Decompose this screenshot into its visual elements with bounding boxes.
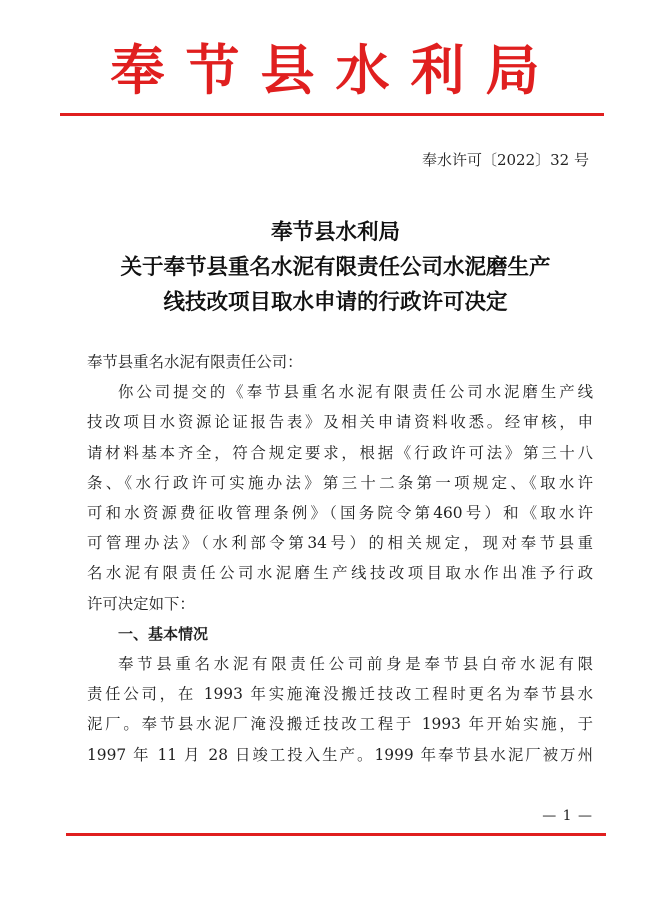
body-line: 条、《水行政许可实施办法》第三十二条第一项规定、《取水许 bbox=[87, 473, 593, 492]
section-heading: 一、基本情况 bbox=[118, 624, 209, 643]
body-line: 名水泥有限责任公司水泥磨生产线技改项目取水作出准予行政 bbox=[87, 564, 593, 583]
page-number: — 1 — bbox=[542, 808, 593, 824]
document-number: 奉水许可〔2022〕32 号 bbox=[421, 151, 589, 169]
body-line: 技改项目水资源论证报告表》及相关申请资料收悉。经审核，申 bbox=[87, 413, 593, 432]
org-header: 奉节县水利局 bbox=[110, 38, 561, 102]
document-title bbox=[60, 215, 611, 320]
title-line-1: 奉节县水利局 bbox=[270, 220, 400, 245]
title-line-2: 关于奉节县重名水泥有限责任公司水泥磨生产 bbox=[120, 255, 551, 280]
footer-red-rule bbox=[66, 833, 606, 836]
body-line: 奉节县重名水泥有限责任公司前身是奉节县白帝水泥有限 bbox=[118, 655, 593, 674]
body-line: 请材料基本齐全，符合规定要求，根据《行政许可法》第三十八 bbox=[87, 443, 593, 462]
body-line: 1997 年 11 月 28 日竣工投入生产。1999 年奉节县水泥厂被万州 bbox=[87, 745, 593, 764]
body-line: 你公司提交的《奉节县重名水泥有限责任公司水泥磨生产线 bbox=[118, 383, 593, 402]
body-line: 可管理办法》（水利部令第34号）的相关规定，现对奉节县重 bbox=[87, 534, 593, 553]
document-body bbox=[87, 347, 593, 770]
header-red-rule bbox=[60, 113, 604, 116]
title-line-3: 线技改项目取水申请的行政许可决定 bbox=[163, 290, 508, 315]
body-line: 泥厂。奉节县水泥厂淹没搬迁技改工程于 1993 年开始实施，于 bbox=[87, 715, 593, 734]
body-line: 可和水资源费征收管理条例》（国务院令第460号）和《取水许 bbox=[87, 504, 593, 523]
body-line: 责任公司，在 1993 年实施淹没搬迁技改工程时更名为奉节县水 bbox=[87, 685, 593, 704]
addressee: 奉节县重名水泥有限责任公司： bbox=[87, 353, 303, 371]
body-line: 许可决定如下： bbox=[87, 594, 195, 613]
